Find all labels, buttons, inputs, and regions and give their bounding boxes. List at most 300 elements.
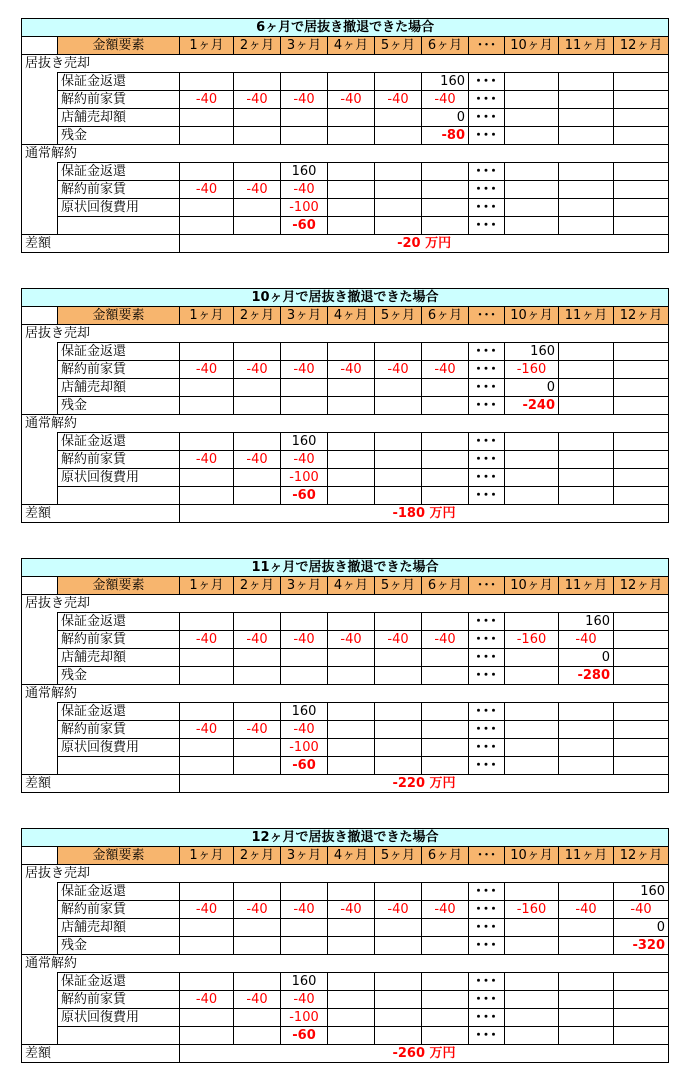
value-cell — [422, 613, 469, 631]
section-sale-label: 居抜き売却 — [22, 865, 669, 883]
value-cell — [559, 163, 614, 181]
value-cell — [614, 433, 669, 451]
value-cell — [375, 343, 422, 361]
row-label: 残金 — [58, 397, 180, 415]
value-cell: -40 — [375, 901, 422, 919]
row-label: 店舗売却額 — [58, 919, 180, 937]
value-cell: 0 — [559, 649, 614, 667]
value-cell — [614, 343, 669, 361]
table-row — [22, 469, 669, 487]
indent-cell — [22, 217, 58, 235]
header-month: 5ヶ月 — [375, 307, 422, 325]
value-cell — [375, 127, 422, 145]
ellipsis-cell: ･･･ — [469, 667, 505, 685]
header-month: ･･･ — [469, 577, 505, 595]
table-row — [22, 433, 669, 451]
row-label: 店舗売却額 — [58, 379, 180, 397]
header-month: 10ヶ月 — [505, 577, 559, 595]
value-cell: -60 — [281, 487, 328, 505]
value-cell — [281, 109, 328, 127]
value-cell — [559, 433, 614, 451]
difference-value: -220 万円 — [180, 775, 669, 793]
value-cell — [180, 163, 234, 181]
value-cell: -40 — [180, 991, 234, 1009]
value-cell — [559, 721, 614, 739]
ellipsis-cell: ･･･ — [469, 649, 505, 667]
value-cell — [559, 199, 614, 217]
value-cell — [180, 397, 234, 415]
header-blank — [22, 307, 58, 325]
indent-cell — [22, 901, 58, 919]
value-cell — [375, 667, 422, 685]
header-month: 2ヶ月 — [234, 307, 281, 325]
indent-cell — [22, 667, 58, 685]
section-normal — [22, 685, 669, 703]
value-cell — [180, 109, 234, 127]
row-label: 解約前家賃 — [58, 991, 180, 1009]
value-cell: -80 — [422, 127, 469, 145]
value-cell — [614, 73, 669, 91]
scenario-table — [21, 18, 669, 253]
value-cell — [375, 109, 422, 127]
indent-cell — [22, 919, 58, 937]
value-cell — [559, 937, 614, 955]
header-element: 金額要素 — [58, 37, 180, 55]
value-cell — [505, 991, 559, 1009]
indent-cell — [22, 883, 58, 901]
section-normal — [22, 145, 669, 163]
table-row — [22, 199, 669, 217]
value-cell — [614, 721, 669, 739]
value-cell — [559, 1009, 614, 1027]
value-cell — [234, 1009, 281, 1027]
value-cell — [281, 937, 328, 955]
value-cell: 160 — [422, 73, 469, 91]
row-label: 原状回復費用 — [58, 1009, 180, 1027]
value-cell: 160 — [505, 343, 559, 361]
value-cell — [559, 451, 614, 469]
value-cell — [505, 91, 559, 109]
value-cell — [281, 919, 328, 937]
indent-cell — [22, 433, 58, 451]
value-cell — [328, 1027, 375, 1045]
value-cell — [281, 397, 328, 415]
value-cell — [234, 667, 281, 685]
value-cell — [422, 469, 469, 487]
value-cell — [375, 469, 422, 487]
value-cell — [375, 199, 422, 217]
value-cell — [375, 1027, 422, 1045]
ellipsis-cell: ･･･ — [469, 163, 505, 181]
header-row — [22, 307, 669, 325]
table-row — [22, 181, 669, 199]
difference-row — [22, 775, 669, 793]
ellipsis-cell: ･･･ — [469, 451, 505, 469]
value-cell — [614, 1009, 669, 1027]
indent-cell — [22, 73, 58, 91]
row-label: 解約前家賃 — [58, 361, 180, 379]
scenario-table — [21, 558, 669, 793]
value-cell — [375, 487, 422, 505]
section-normal-label: 通常解約 — [22, 685, 669, 703]
value-cell — [422, 1027, 469, 1045]
value-cell — [505, 487, 559, 505]
difference-label: 差額 — [22, 505, 180, 523]
value-cell — [328, 199, 375, 217]
value-cell — [281, 343, 328, 361]
value-cell — [328, 757, 375, 775]
value-cell: -40 — [375, 361, 422, 379]
header-month: 3ヶ月 — [281, 37, 328, 55]
value-cell: -60 — [281, 1027, 328, 1045]
value-cell: -40 — [234, 721, 281, 739]
ellipsis-cell: ･･･ — [469, 73, 505, 91]
indent-cell — [22, 361, 58, 379]
value-cell — [422, 343, 469, 361]
value-cell: -40 — [234, 631, 281, 649]
value-cell: -160 — [505, 631, 559, 649]
header-month: 11ヶ月 — [559, 847, 614, 865]
table-row — [22, 883, 669, 901]
indent-cell — [22, 1027, 58, 1045]
value-cell — [234, 757, 281, 775]
table-title: 11ヶ月で居抜き撤退できた場合 — [22, 559, 669, 577]
ellipsis-cell: ･･･ — [469, 757, 505, 775]
indent-cell — [22, 109, 58, 127]
value-cell — [375, 919, 422, 937]
value-cell — [375, 991, 422, 1009]
table-row — [22, 703, 669, 721]
value-cell — [375, 973, 422, 991]
value-cell — [375, 883, 422, 901]
header-blank — [22, 847, 58, 865]
indent-cell — [22, 199, 58, 217]
table-row — [22, 91, 669, 109]
header-element: 金額要素 — [58, 307, 180, 325]
value-cell — [505, 613, 559, 631]
value-cell — [328, 649, 375, 667]
value-cell — [614, 613, 669, 631]
value-cell: -100 — [281, 1009, 328, 1027]
section-normal — [22, 955, 669, 973]
value-cell — [281, 613, 328, 631]
value-cell — [375, 739, 422, 757]
value-cell: -160 — [505, 361, 559, 379]
value-cell: 160 — [281, 973, 328, 991]
value-cell — [559, 361, 614, 379]
indent-cell — [22, 343, 58, 361]
value-cell — [375, 433, 422, 451]
header-month: ･･･ — [469, 847, 505, 865]
indent-cell — [22, 397, 58, 415]
header-month: 12ヶ月 — [614, 307, 669, 325]
value-cell — [234, 199, 281, 217]
value-cell — [234, 469, 281, 487]
table-row — [22, 649, 669, 667]
header-month: ･･･ — [469, 37, 505, 55]
value-cell — [328, 919, 375, 937]
value-cell — [559, 181, 614, 199]
value-cell: -40 — [180, 451, 234, 469]
ellipsis-cell: ･･･ — [469, 991, 505, 1009]
value-cell — [614, 217, 669, 235]
value-cell — [422, 397, 469, 415]
value-cell: -40 — [180, 631, 234, 649]
value-cell — [422, 181, 469, 199]
value-cell — [505, 181, 559, 199]
value-cell: -40 — [422, 91, 469, 109]
value-cell: -100 — [281, 199, 328, 217]
indent-cell — [22, 757, 58, 775]
value-cell: -40 — [281, 631, 328, 649]
value-cell — [559, 469, 614, 487]
value-cell: -40 — [328, 361, 375, 379]
value-cell — [281, 73, 328, 91]
value-cell: -40 — [281, 451, 328, 469]
row-label: 保証金返還 — [58, 343, 180, 361]
value-cell — [559, 73, 614, 91]
value-cell: -40 — [281, 181, 328, 199]
ellipsis-cell: ･･･ — [469, 199, 505, 217]
value-cell: -60 — [281, 757, 328, 775]
value-cell — [180, 739, 234, 757]
value-cell — [505, 703, 559, 721]
value-cell — [180, 667, 234, 685]
indent-cell — [22, 163, 58, 181]
value-cell: -40 — [281, 721, 328, 739]
table-row — [22, 919, 669, 937]
ellipsis-cell: ･･･ — [469, 127, 505, 145]
value-cell — [422, 667, 469, 685]
value-cell — [234, 127, 281, 145]
indent-cell — [22, 469, 58, 487]
value-cell — [559, 127, 614, 145]
value-cell — [559, 343, 614, 361]
header-month: 1ヶ月 — [180, 577, 234, 595]
value-cell: -40 — [234, 361, 281, 379]
value-cell — [505, 883, 559, 901]
value-cell — [180, 73, 234, 91]
value-cell — [234, 613, 281, 631]
row-label: 原状回復費用 — [58, 739, 180, 757]
table-row — [22, 127, 669, 145]
table-row — [22, 109, 669, 127]
indent-cell — [22, 127, 58, 145]
value-cell: 0 — [422, 109, 469, 127]
value-cell — [180, 937, 234, 955]
value-cell — [328, 991, 375, 1009]
section-normal-label: 通常解約 — [22, 955, 669, 973]
table-row — [22, 1027, 669, 1045]
difference-label: 差額 — [22, 1045, 180, 1063]
ellipsis-cell: ･･･ — [469, 433, 505, 451]
value-cell: -40 — [281, 901, 328, 919]
header-month: 10ヶ月 — [505, 847, 559, 865]
value-cell — [234, 217, 281, 235]
value-cell — [234, 163, 281, 181]
value-cell — [328, 433, 375, 451]
header-row — [22, 37, 669, 55]
value-cell: 160 — [281, 433, 328, 451]
value-cell — [281, 883, 328, 901]
header-blank — [22, 577, 58, 595]
value-cell — [559, 883, 614, 901]
header-month: 1ヶ月 — [180, 847, 234, 865]
header-month: 10ヶ月 — [505, 37, 559, 55]
header-month: 1ヶ月 — [180, 37, 234, 55]
value-cell — [422, 991, 469, 1009]
ellipsis-cell: ･･･ — [469, 469, 505, 487]
value-cell: 0 — [614, 919, 669, 937]
value-cell — [422, 757, 469, 775]
section-normal-label: 通常解約 — [22, 145, 669, 163]
indent-cell — [22, 937, 58, 955]
value-cell — [559, 919, 614, 937]
value-cell: -100 — [281, 469, 328, 487]
value-cell — [505, 1009, 559, 1027]
header-month: 6ヶ月 — [422, 577, 469, 595]
value-cell: -40 — [234, 181, 281, 199]
header-month: 3ヶ月 — [281, 847, 328, 865]
value-cell — [328, 73, 375, 91]
ellipsis-cell: ･･･ — [469, 343, 505, 361]
row-label: 解約前家賃 — [58, 451, 180, 469]
value-cell: 160 — [281, 703, 328, 721]
value-cell: -40 — [281, 991, 328, 1009]
section-sale — [22, 55, 669, 73]
value-cell: -40 — [180, 721, 234, 739]
table-row — [22, 397, 669, 415]
table-row — [22, 451, 669, 469]
value-cell — [180, 199, 234, 217]
ellipsis-cell: ･･･ — [469, 703, 505, 721]
section-normal-label: 通常解約 — [22, 415, 669, 433]
ellipsis-cell: ･･･ — [469, 91, 505, 109]
header-month: 1ヶ月 — [180, 307, 234, 325]
value-cell — [422, 379, 469, 397]
table-row — [22, 631, 669, 649]
value-cell: -40 — [328, 631, 375, 649]
value-cell — [559, 91, 614, 109]
value-cell: -40 — [328, 901, 375, 919]
table-row — [22, 379, 669, 397]
value-cell — [375, 613, 422, 631]
value-cell: -40 — [422, 631, 469, 649]
header-month: 6ヶ月 — [422, 37, 469, 55]
value-cell — [328, 343, 375, 361]
value-cell — [505, 109, 559, 127]
indent-cell — [22, 91, 58, 109]
value-cell: -40 — [422, 361, 469, 379]
value-cell — [234, 649, 281, 667]
value-cell — [180, 613, 234, 631]
value-cell — [375, 649, 422, 667]
row-label — [58, 487, 180, 505]
header-element: 金額要素 — [58, 847, 180, 865]
value-cell — [505, 199, 559, 217]
header-month: 3ヶ月 — [281, 307, 328, 325]
value-cell — [328, 487, 375, 505]
value-cell — [234, 1027, 281, 1045]
value-cell — [505, 469, 559, 487]
value-cell: -40 — [559, 631, 614, 649]
value-cell: -40 — [375, 91, 422, 109]
table-row — [22, 991, 669, 1009]
value-cell — [559, 739, 614, 757]
table-row — [22, 217, 669, 235]
table-row — [22, 973, 669, 991]
header-month: 11ヶ月 — [559, 307, 614, 325]
value-cell — [328, 883, 375, 901]
value-cell — [559, 379, 614, 397]
value-cell: -40 — [614, 901, 669, 919]
value-cell — [614, 469, 669, 487]
value-cell — [180, 1027, 234, 1045]
value-cell — [180, 343, 234, 361]
header-month: 6ヶ月 — [422, 847, 469, 865]
row-label: 保証金返還 — [58, 163, 180, 181]
row-label: 保証金返還 — [58, 703, 180, 721]
value-cell — [505, 163, 559, 181]
row-label: 保証金返還 — [58, 973, 180, 991]
row-label: 解約前家賃 — [58, 91, 180, 109]
indent-cell — [22, 991, 58, 1009]
value-cell — [505, 451, 559, 469]
row-label: 原状回復費用 — [58, 199, 180, 217]
value-cell: -40 — [422, 901, 469, 919]
value-cell — [180, 1009, 234, 1027]
value-cell — [614, 91, 669, 109]
value-cell: -40 — [180, 361, 234, 379]
value-cell — [505, 217, 559, 235]
difference-row — [22, 235, 669, 253]
row-label: 解約前家賃 — [58, 631, 180, 649]
difference-label: 差額 — [22, 235, 180, 253]
ellipsis-cell: ･･･ — [469, 109, 505, 127]
value-cell: -40 — [180, 181, 234, 199]
value-cell: -40 — [375, 631, 422, 649]
value-cell — [328, 973, 375, 991]
value-cell — [281, 127, 328, 145]
value-cell: 160 — [614, 883, 669, 901]
value-cell — [614, 181, 669, 199]
header-month: 3ヶ月 — [281, 577, 328, 595]
value-cell — [281, 649, 328, 667]
value-cell — [505, 973, 559, 991]
value-cell — [614, 361, 669, 379]
value-cell — [559, 991, 614, 1009]
header-blank — [22, 37, 58, 55]
ellipsis-cell: ･･･ — [469, 181, 505, 199]
value-cell — [614, 379, 669, 397]
row-label: 保証金返還 — [58, 73, 180, 91]
value-cell — [505, 1027, 559, 1045]
value-cell: -40 — [234, 991, 281, 1009]
header-month: 5ヶ月 — [375, 847, 422, 865]
value-cell — [328, 379, 375, 397]
table-row — [22, 343, 669, 361]
value-cell — [422, 739, 469, 757]
header-month: 4ヶ月 — [328, 37, 375, 55]
indent-cell — [22, 649, 58, 667]
value-cell — [328, 667, 375, 685]
table-row — [22, 73, 669, 91]
value-cell: -40 — [180, 901, 234, 919]
value-cell — [375, 721, 422, 739]
value-cell — [614, 703, 669, 721]
section-sale-label: 居抜き売却 — [22, 325, 669, 343]
value-cell — [328, 937, 375, 955]
